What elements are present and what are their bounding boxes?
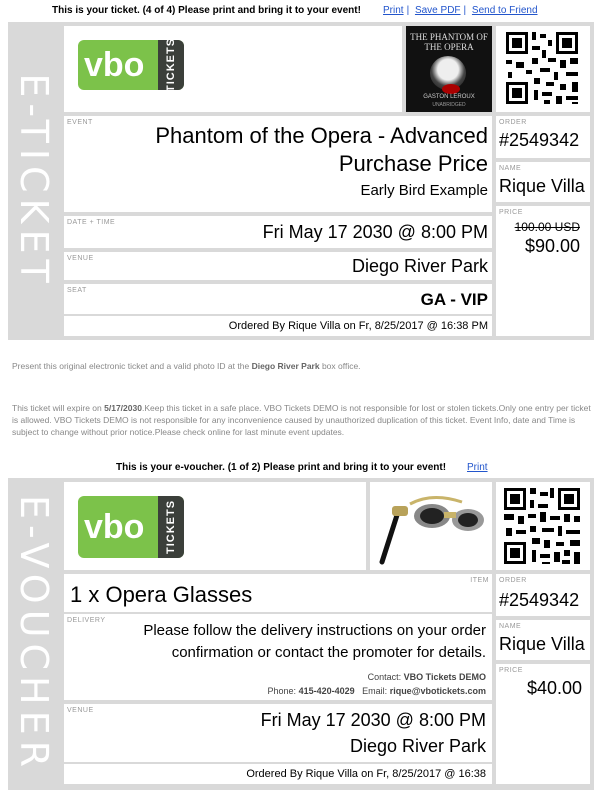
email-value: rique@vbotickets.com: [389, 686, 486, 696]
expire-text-start: This ticket will expire on: [12, 403, 105, 413]
contact-line: [368, 672, 486, 682]
print-link[interactable]: Print: [383, 5, 404, 16]
ordered-by-text: Ordered By Rique Villa on Fr, 8/25/2017 @ 16:38 PM: [228, 320, 488, 332]
event-title: Phantom of the Opera - Advanced Purchase Price: [155, 123, 488, 176]
delivery-box: [64, 614, 492, 700]
ticket-top-message: This is your ticket. (4 of 4) Please print and bring it to your event!: [52, 5, 361, 16]
expire-text-rest: .Keep this ticket in a safe place. VBO Tickets DEMO is not responsible for lost or stolen tickets.Only one entry per ticket is allowed. VBO Tickets DEMO is not responsible for any inconvenience caused by unauthorized duplication of this ticket. Event Info, date and Time is subject to change without prior notice.Please check online for last minute event updates.: [12, 403, 591, 437]
voucher-logo-vbo-text: vbo: [84, 508, 145, 546]
present-text-start: Present this original electronic ticket and a valid photo ID at the: [12, 361, 252, 371]
present-text-end: box office.: [319, 361, 361, 371]
order-box: [496, 116, 590, 158]
logo-vbo-text: vbo: [84, 46, 145, 84]
name-box: [496, 162, 590, 202]
rose-icon: [442, 84, 460, 94]
voucher-attendee-name: Rique Villa: [499, 634, 585, 654]
voucher-price-label: PRICE: [499, 667, 523, 674]
logo-tickets-text: TICKETS: [165, 37, 177, 93]
e-voucher: [8, 478, 594, 790]
voucher-datetime: Fri May 17 2030 @ 8:00 PM: [260, 710, 486, 730]
voucher-venue-box: [64, 704, 492, 762]
voucher-vbo-tickets-logo: [78, 496, 184, 558]
present-venue: Diego River Park: [251, 361, 320, 371]
logo-area: [64, 26, 402, 112]
voucher-qr-code: [496, 482, 590, 570]
voucher-order-box: [496, 574, 590, 616]
voucher-order-number: #2549342: [499, 590, 580, 610]
delivery-label: DELIVERY: [67, 617, 106, 624]
voucher-print-link[interactable]: Print: [467, 462, 488, 473]
ticket-price: $90.00: [524, 236, 580, 256]
send-to-friend-link[interactable]: Send to Friend: [471, 5, 538, 16]
logo-tickets-tab: [158, 37, 184, 93]
voucher-top-message: This is your e-voucher. (1 of 2) Please print and bring it to your event!: [116, 462, 447, 473]
seat-label: SEAT: [67, 287, 87, 294]
event-label: EVENT: [67, 119, 93, 126]
datetime-label: DATE + TIME: [67, 219, 116, 226]
voucher-order-label: ORDER: [499, 577, 527, 584]
voucher-actions: [464, 462, 491, 473]
delivery-text: Please follow the delivery instructions on your order confirmation or contact the promoter for details.: [143, 622, 486, 661]
expiry-disclaimer: [12, 402, 592, 438]
name-label: NAME: [499, 165, 522, 172]
item-box: [64, 574, 492, 612]
ordered-by-box: [64, 316, 492, 336]
attendee-name: Rique Villa: [499, 176, 585, 196]
seat-value: GA - VIP: [420, 290, 488, 309]
original-price: 100.00 USD: [514, 220, 580, 234]
price-box: [496, 206, 590, 336]
event-venue: Diego River Park: [351, 256, 488, 276]
phone-email-line: [268, 686, 486, 696]
phone-label: Phone:: [267, 686, 297, 696]
e-voucher-side-label: E-VOUCHER: [12, 494, 56, 774]
item-name: 1 x Opera Glasses: [70, 582, 253, 607]
voucher-name-box: [496, 620, 590, 660]
voucher-name-label: NAME: [499, 623, 522, 630]
voucher-price-box: [496, 664, 590, 784]
voucher-ordered-by-box: [64, 764, 492, 784]
voucher-price: $40.00: [526, 678, 582, 698]
opera-glasses-icon: [370, 482, 492, 570]
contact-label: Contact:: [367, 672, 402, 682]
e-voucher-sidebar: [8, 478, 60, 790]
price-label: PRICE: [499, 209, 523, 216]
present-instructions: [12, 360, 592, 372]
seat-box: [64, 284, 492, 314]
e-ticket-side-label: E-TICKET: [12, 73, 56, 289]
e-ticket: [8, 22, 594, 340]
expire-date: 5/17/2030: [104, 403, 142, 413]
order-label: ORDER: [499, 119, 527, 126]
voucher-logo-tickets-text: TICKETS: [165, 499, 177, 555]
event-box: [64, 116, 492, 212]
vbo-tickets-logo: [78, 37, 184, 93]
voucher-logo-area: [64, 482, 366, 570]
voucher-venue-label: VENUE: [67, 707, 94, 714]
phone-value: 415-420-4029: [298, 686, 355, 696]
venue-box: [64, 252, 492, 280]
ticket-qr-code: [496, 26, 590, 112]
ticket-actions: Print | Save PDF | Send to Friend: [383, 5, 538, 16]
contact-name: VBO Tickets DEMO: [403, 672, 486, 682]
event-datetime: Fri May 17 2030 @ 8:00 PM: [262, 222, 488, 242]
poster-tag: UNABRIDGED: [432, 102, 466, 108]
voucher-logo-tickets-tab: [158, 496, 184, 558]
datetime-box: [64, 216, 492, 248]
qr-code-icon: [496, 26, 590, 112]
voucher-qr-code-icon: [496, 482, 590, 570]
voucher-ordered-by-text: Ordered By Rique Villa on Fr, 8/25/2017 @ 16:38: [246, 768, 486, 780]
voucher-venue: Diego River Park: [349, 736, 486, 756]
order-number: #2549342: [499, 130, 580, 150]
event-poster: [406, 26, 492, 112]
venue-label: VENUE: [67, 255, 94, 262]
event-subtitle: Early Bird Example: [360, 182, 488, 199]
email-label: Email:: [362, 686, 388, 696]
poster-title: THE PHANTOM OF THE OPERA: [410, 32, 488, 52]
save-pdf-link[interactable]: Save PDF: [414, 5, 461, 16]
e-ticket-sidebar: [8, 22, 60, 340]
item-image: [370, 482, 492, 570]
poster-author: GASTON LEROUX: [423, 94, 475, 100]
item-label: ITEM: [470, 577, 489, 584]
